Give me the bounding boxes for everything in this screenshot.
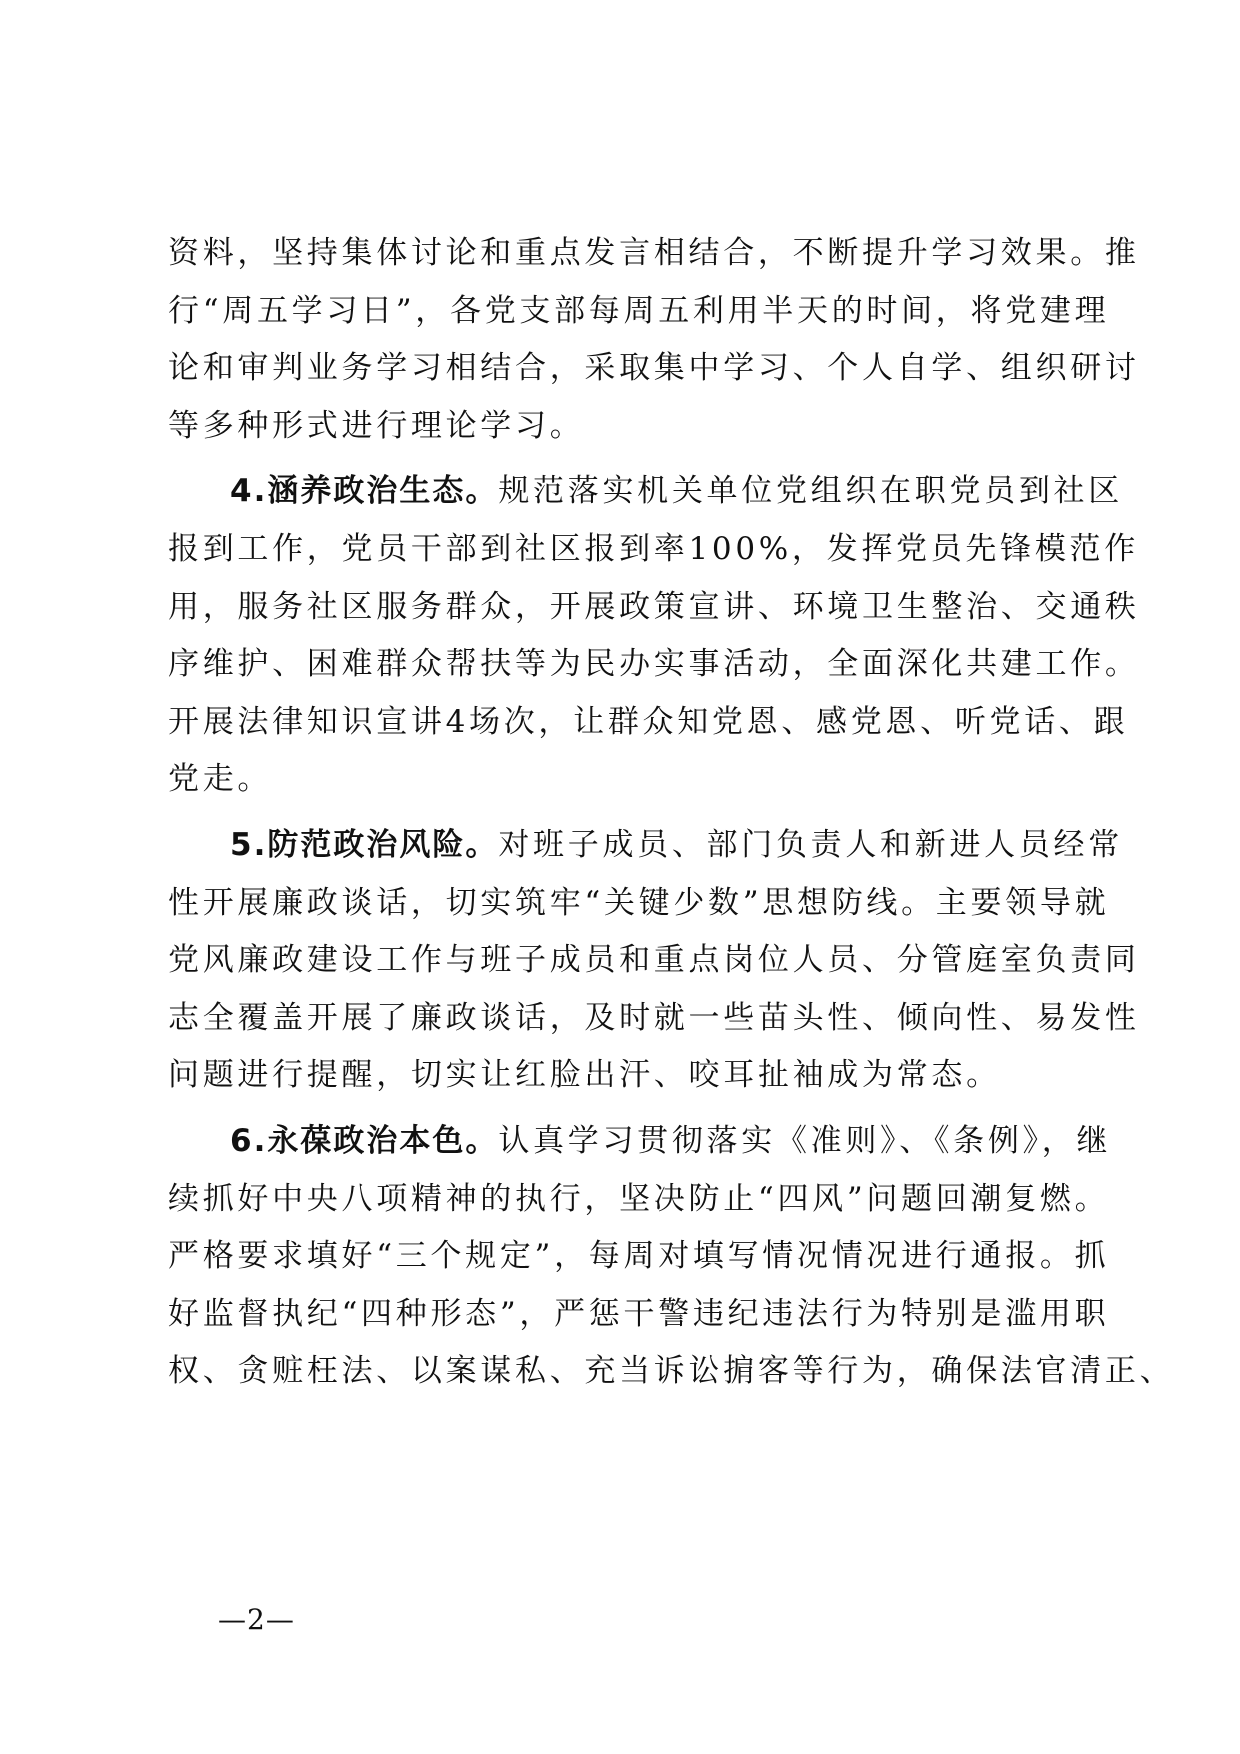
paragraph-political-ecology — [168, 463, 1140, 809]
heading-line-text: 规范落实机关单位党组织在职党员到社区 — [498, 473, 1123, 510]
text-line: 续抓好中央八项精神的执行，坚决防止“四风”问题回潮复燃。 — [168, 1180, 1110, 1217]
section-heading-5: 5.防范政治风险。 — [230, 826, 499, 863]
document-body — [168, 225, 1175, 1409]
paragraph-first-line — [168, 463, 1123, 521]
paragraph-political-risk — [168, 817, 1140, 1105]
text-line: 用，服务社区服务群众，开展政策宣讲、环境卫生整治、交通秩 — [168, 588, 1140, 625]
text-line: 性开展廉政谈话，切实筑牢“关键少数”思想防线。主要领导就 — [168, 884, 1110, 921]
text-line: 严格要求填好“三个规定”，每周对填写情况情况进行通报。抓 — [168, 1238, 1110, 1275]
text-line: 论和审判业务学习相结合，采取集中学习、个人自学、组织研讨 — [168, 350, 1140, 387]
heading-line-text: 认真学习贯彻落实《准则》、《条例》，继 — [498, 1122, 1112, 1159]
text-line: 权、贪赃枉法、以案谋私、充当诉讼掮客等行为，确保法官清正、 — [168, 1353, 1175, 1390]
text-line: 等多种形式进行理论学习。 — [168, 407, 585, 444]
paragraph-study — [168, 225, 1140, 455]
text-line: 党走。 — [168, 761, 273, 798]
page-number: —2— — [218, 1603, 295, 1636]
text-line: 资料，坚持集体讨论和重点发言相结合，不断提升学习效果。推 — [168, 235, 1140, 271]
text-line: 问题进行提醒，切实让红脸出汗、咬耳扯袖成为常态。 — [168, 1057, 1001, 1094]
section-heading-4: 4.涵养政治生态。 — [230, 473, 499, 510]
text-line: 好监督执纪“四种形态”，严惩干警违纪违法行为特别是滥用职 — [168, 1295, 1110, 1332]
paragraph-political-character — [168, 1113, 1175, 1401]
text-line: 志全覆盖开展了廉政谈话，及时就一些苗头性、倾向性、易发性 — [168, 999, 1140, 1036]
section-heading-6: 6.永葆政治本色。 — [230, 1122, 499, 1159]
text-line: 党风廉政建设工作与班子成员和重点岗位人员、分管庭室负责同 — [168, 942, 1140, 979]
heading-line-text: 对班子成员、部门负责人和新进人员经常 — [498, 826, 1123, 863]
paragraph-first-line — [168, 1113, 1112, 1171]
text-line: 开展法律知识宣讲4场次，让群众知党恩、感党恩、听党话、跟 — [168, 703, 1129, 740]
text-line: 序维护、困难群众帮扶等为民办实事活动，全面深化共建工作。 — [168, 646, 1140, 683]
text-line: 行“周五学习日”，各党支部每周五利用半天的时间，将党建理 — [168, 292, 1110, 329]
paragraph-first-line — [168, 817, 1123, 875]
text-line: 报到工作，党员干部到社区报到率100%，发挥党员先锋模范作 — [168, 530, 1139, 567]
